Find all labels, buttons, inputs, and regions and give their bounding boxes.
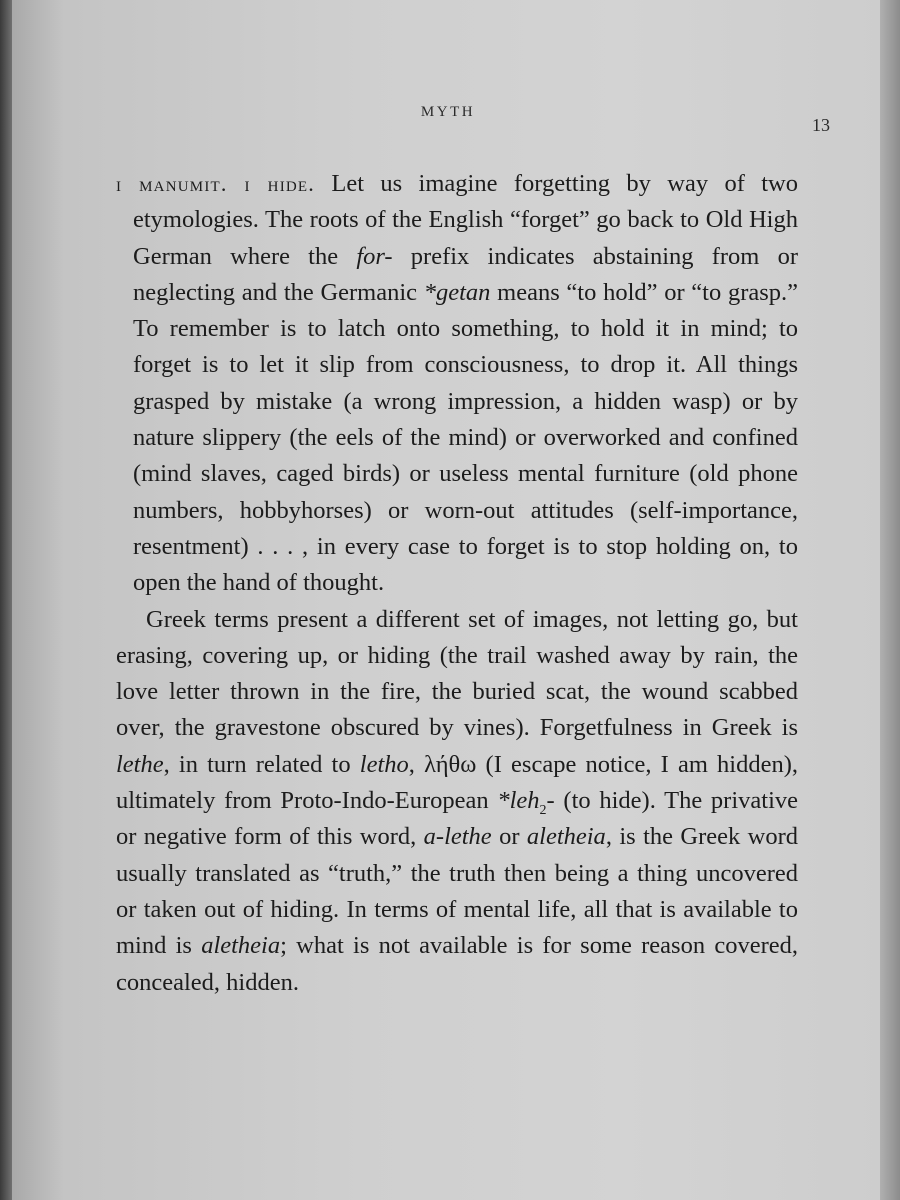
- paragraph-1: [116, 166, 798, 602]
- text-run: , in turn related to: [163, 750, 360, 778]
- text-run: prefix indicates abstaining from or neglecting and the Germanic: [133, 242, 798, 306]
- body-text: [116, 166, 798, 1001]
- section-lead-in: i manumit. i hide.: [116, 171, 315, 196]
- text-run: , λήθω (I escape notice, I am hidden), ultimately from Proto-Indo-European: [116, 750, 798, 815]
- page-edge-right: [880, 0, 900, 1200]
- text-run: means “to hold” or “to grasp.” To remember is to latch onto something, to hold it in mind; to forget is to let it slip from consciousness, to drop it. All things grasped by mistake (a wrong impression, a hidden wasp) or by nature slippery (the eels of the mind) or overworked and confined (mind slaves, caged birds) or useless mental furniture (old phone numbers, hobbyhorses) or worn-out attitudes (self-importance, resentment) . . . , in every case to forget is to stop holding on, to open the hand of thought.: [133, 278, 799, 597]
- italic-term: *leh: [497, 787, 540, 815]
- text-run: , is the Greek word usually translated as “truth,” the truth then being a thing uncovered or taken out of hiding. In terms of mental life, all that is available to mind is: [116, 823, 798, 960]
- page-number: 13: [812, 115, 830, 135]
- italic-term: aletheia: [201, 932, 281, 960]
- running-head: MYTH: [420, 104, 476, 120]
- text-run: ; what is not available is for some reason covered, concealed, hidden.: [116, 932, 798, 996]
- italic-term: for-: [356, 242, 393, 270]
- italic-term: lethe: [116, 750, 164, 778]
- text-run: or: [491, 823, 527, 851]
- italic-term: *getan: [423, 278, 491, 306]
- text-run: Let us imagine forgetting by way of two etymologies. The roots of the English “forget” go back to Old High German where the: [133, 170, 798, 270]
- text-run: Greek terms present a different set of images, not letting go, but erasing, covering up, or hiding (the trail washed away by rain, the love letter thrown in the fire, the buried scat, the wound scabbed over, the gravestone obscured by vines). Forgetfulness in Greek is: [116, 605, 798, 742]
- subscript: 2: [539, 802, 547, 818]
- text-run: - (to hide). The privative or negative form of this word,: [116, 787, 798, 851]
- italic-term: letho: [359, 750, 409, 778]
- book-page: [12, 0, 884, 1200]
- italic-term: a-lethe: [423, 823, 492, 851]
- paragraph-2: [116, 602, 798, 1001]
- italic-term: aletheia: [526, 823, 606, 851]
